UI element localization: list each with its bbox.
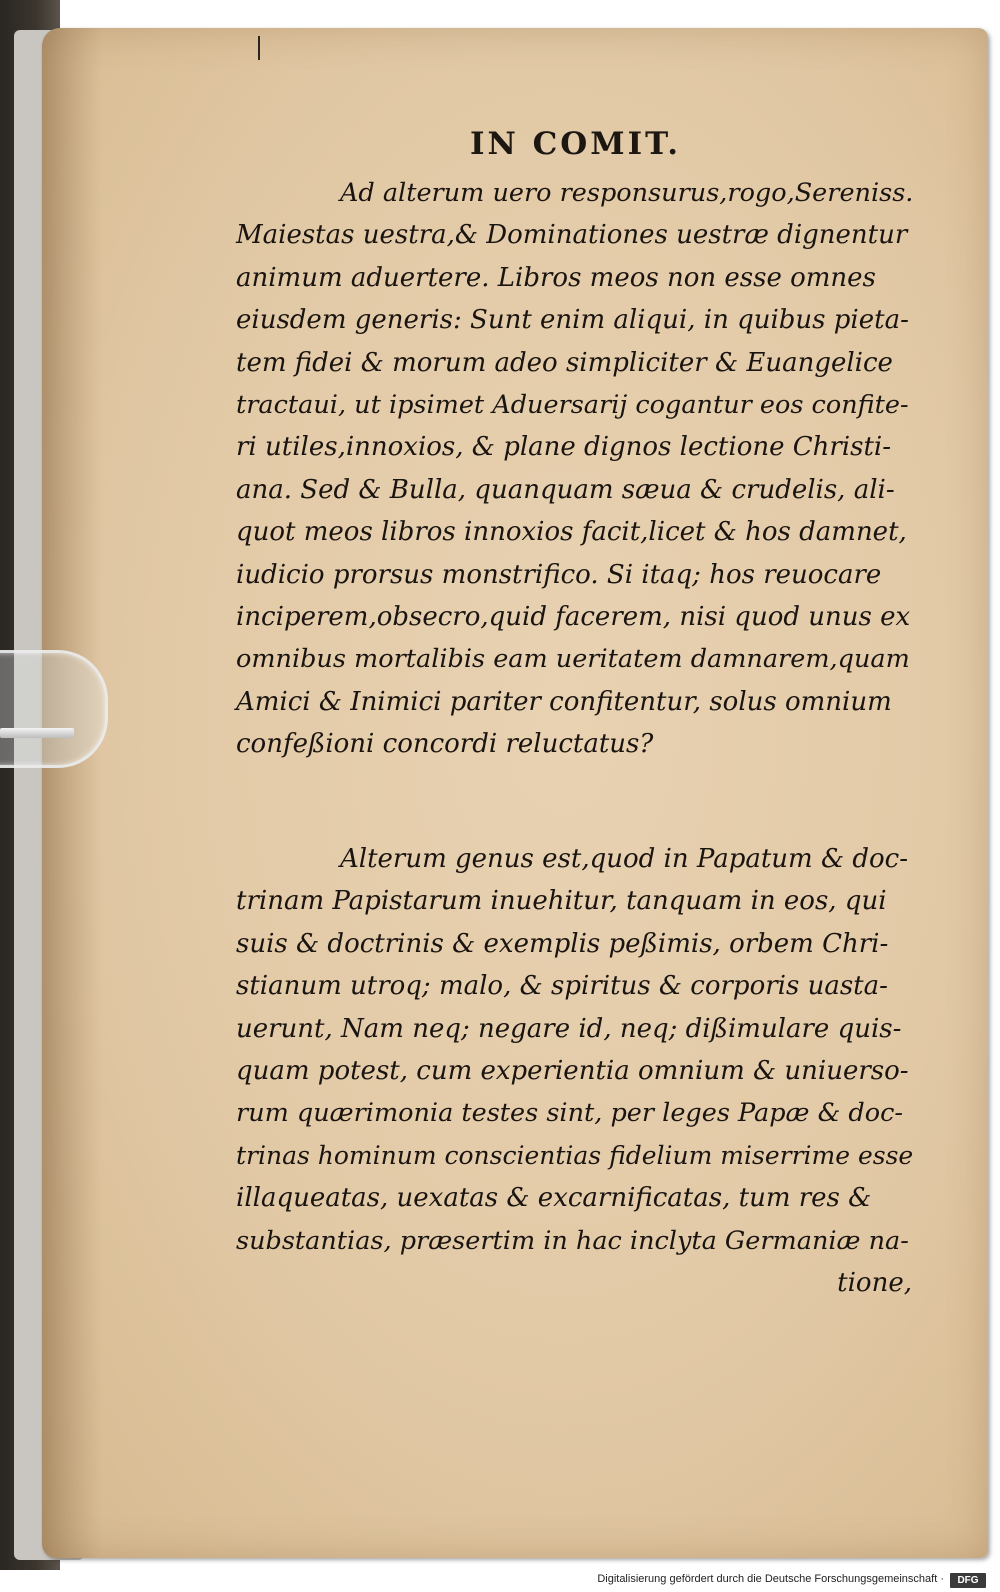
text-line: quot meos libros innoxios facit,licet & hos damnet, [236,517,907,548]
text-line: confeßioni concordi reluctatus? [236,729,654,760]
gutter-shadow [42,28,102,1558]
text-line: tem fidei & morum adeo simpliciter & Euangelice [236,347,893,378]
catchword: tione, [837,1267,912,1298]
running-head: IN COMIT. [470,126,681,162]
text-line: animum aduertere. Libros meos non esse omnes [236,262,876,293]
text-line: Amici & Inimici pariter confitentur, solus omnium [236,686,892,717]
paragraph-1 [236,172,912,765]
text-line: Ad alterum uero responsurus,rogo,Sereniss. [340,178,914,208]
pencil-mark [258,36,260,60]
text-line: trinas hominum conscientias fidelium miserrime esse [236,1140,914,1170]
dfg-logo: DFG [950,1573,986,1588]
text-line: inciperem,obsecro,quid facerem, nisi quod unus ex [236,601,911,632]
text-line: iudicio prorsus monstrifico. Si itaq; hos reuocare [236,559,882,590]
text-line: ri utiles,innoxios, & plane dignos lectione Christi- [236,432,892,463]
text-line: quam potest, cum experientia omnium & uniuerso- [236,1055,909,1086]
text-line: rum quærimonia testes sint, per leges Papæ & doc- [236,1098,904,1129]
text-line: tractaui, ut ipsimet Aduersarij cogantur eos confite- [236,389,909,420]
paragraph-2 [236,838,912,1304]
funding-credit: Digitalisierung gefördert durch die Deutsche Forschungsgemeinschaft · [597,1573,944,1585]
page-clip-bar [0,728,74,738]
footer-bar [0,1570,1000,1592]
text-line: substantias, præsertim in hac inclyta Germaniæ na- [236,1225,909,1256]
text-line: suis & doctrinis & exemplis peßimis, orbem Chri- [236,928,889,959]
text-line: illaqueatas, uexatas & excarnificatas, tum res & [236,1183,872,1214]
page-clip [0,650,108,768]
text-line: ana. Sed & Bulla, quanquam sæua & crudelis, ali- [236,474,895,505]
text-line: stianum utroq; malo, & spiritus & corporis uasta- [236,971,888,1002]
text-line: trinam Papistarum inuehitur, tanquam in eos, qui [236,886,887,917]
text-line: eiusdem generis: Sunt enim aliqui, in quibus pieta- [236,305,909,336]
text-line: Alterum genus est,quod in Papatum & doc- [340,844,909,874]
text-line: omnibus mortalibis eam ueritatem damnarem,quam [236,644,910,675]
text-line: Maiestas uestra,& Dominationes uestræ dignentur [236,220,908,251]
text-line: uerunt, Nam neq; negare id, neq; dißimulare quis- [236,1013,902,1044]
